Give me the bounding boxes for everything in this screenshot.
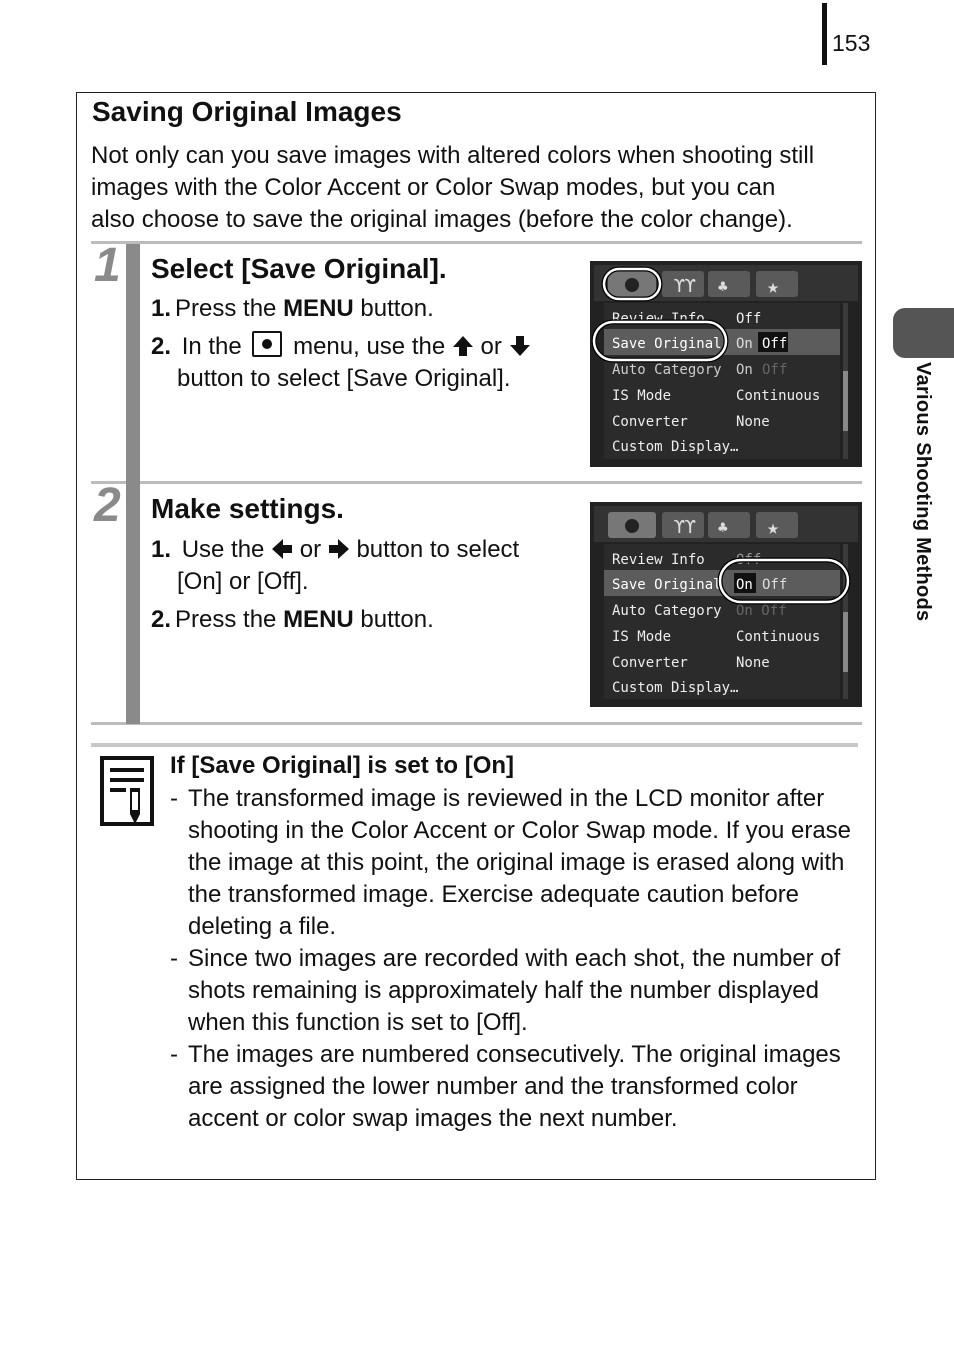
note-item: - The images are numbered consecutively. The original images are assigned the lower number and the transformed color accent or color swap images the next number. xyxy=(170,1039,860,1135)
step-instruction xyxy=(151,604,576,636)
menu-row-label: Review Info xyxy=(612,552,705,568)
menu-key-label: MENU xyxy=(283,606,354,633)
intro-line: also choose to save the original images (before the color change). xyxy=(91,206,793,233)
intro-line: images with the Color Accent or Color Swap modes, but you can xyxy=(91,174,776,201)
menu-row-label: Custom Display… xyxy=(612,680,739,696)
svg-text:ϒϒ: ϒϒ xyxy=(674,276,696,297)
menu-row-value: Off xyxy=(762,577,788,593)
arrow-left-icon xyxy=(271,538,293,560)
svg-text:♣: ♣ xyxy=(718,277,728,296)
my-camera-tab-icon xyxy=(708,512,750,538)
menu-row-label: Auto Category xyxy=(612,603,722,619)
instruction-text: Use the xyxy=(181,536,265,563)
menu-row-value: None xyxy=(736,655,770,671)
instruction-text: In the xyxy=(181,333,242,360)
divider xyxy=(91,241,862,244)
menu-row-label: Auto Category xyxy=(612,362,722,378)
camera-menu-screen xyxy=(590,502,862,707)
step-number: 2 xyxy=(94,479,121,532)
instruction-text: button. xyxy=(353,606,434,633)
instruction-text: button to select [Save Original]. xyxy=(177,365,511,392)
menu-tabs xyxy=(608,271,798,298)
step-number: 1 xyxy=(94,239,121,292)
page-number-rule xyxy=(822,3,827,65)
menu-row-label: Save Original xyxy=(612,577,722,593)
instruction-text: button to select xyxy=(356,536,520,563)
camera-menu-screen xyxy=(590,261,862,467)
step-instruction xyxy=(151,293,576,325)
step-instruction xyxy=(151,534,576,598)
menu-row-value: Off xyxy=(762,336,788,352)
menu-row-label: Converter xyxy=(612,655,688,671)
svg-text:★: ★ xyxy=(767,515,780,539)
instruction-text: Press the xyxy=(175,295,284,322)
section-tab xyxy=(893,308,954,358)
svg-text:ϒϒ: ϒϒ xyxy=(674,517,696,538)
step-title: Select [Save Original]. xyxy=(151,253,447,284)
my-camera-tab-icon xyxy=(708,271,750,297)
menu-row-value: Off xyxy=(736,552,762,568)
divider xyxy=(91,722,862,725)
menu-row-label: Save Original xyxy=(612,336,722,352)
instruction-text: menu, use the xyxy=(293,333,446,360)
menu-row-label: Review Info xyxy=(612,311,705,327)
menu-row-value: On Off xyxy=(736,603,787,619)
menu-row-value: On xyxy=(736,362,753,378)
menu-row-label: Custom Display… xyxy=(612,439,739,455)
menu-key-label: MENU xyxy=(283,295,354,322)
instruction-number: 2. xyxy=(151,333,172,360)
menu-row-value: None xyxy=(736,414,770,430)
menu-row-value: Off xyxy=(736,311,762,327)
arrow-right-icon xyxy=(328,538,350,560)
instruction-number: 2. xyxy=(151,606,172,633)
menu-tabs xyxy=(608,512,798,539)
intro-paragraph xyxy=(91,140,871,236)
arrow-up-icon xyxy=(452,335,474,357)
svg-text:★: ★ xyxy=(767,274,780,298)
note-divider xyxy=(91,743,858,747)
step-title: Make settings. xyxy=(151,493,344,524)
instruction-text: button. xyxy=(353,295,434,322)
shooting-menu-icon xyxy=(252,331,282,357)
note-item: - Since two images are recorded with each shot, the number of shots remaining is approximately half the number displayed when this function is set to [Off]. xyxy=(170,943,860,1039)
page-number: 153 xyxy=(832,30,871,56)
instruction-text: or xyxy=(480,333,502,360)
menu-row-label: IS Mode xyxy=(612,388,672,404)
svg-text:♣: ♣ xyxy=(718,518,728,537)
instruction-text: or xyxy=(299,536,322,563)
menu-row-value: On xyxy=(736,336,753,352)
menu-row-value: Off xyxy=(762,362,788,378)
menu-row-value: Continuous xyxy=(736,629,821,645)
side-tab-label: Various Shooting Methods xyxy=(912,362,934,622)
menu-row-label: IS Mode xyxy=(612,629,672,645)
steps-side-bar xyxy=(126,244,140,724)
section-title: Saving Original Images xyxy=(92,96,402,127)
arrow-down-icon xyxy=(509,335,531,357)
step-instruction xyxy=(151,331,576,395)
instruction-text: [On] or [Off]. xyxy=(177,568,309,595)
intro-line: Not only can you save images with altered colors when shooting still xyxy=(91,142,815,169)
instruction-number: 1. xyxy=(151,536,172,563)
menu-row-label: Converter xyxy=(612,414,688,430)
instruction-number: 1. xyxy=(151,295,172,322)
menu-row-value: Continuous xyxy=(736,388,821,404)
memo-note-icon xyxy=(100,756,156,830)
instruction-text: Press the xyxy=(175,606,284,633)
note-list xyxy=(170,783,860,1135)
divider xyxy=(91,481,862,484)
menu-row-value: On xyxy=(736,577,753,593)
note-item: - The transformed image is reviewed in the LCD monitor after shooting in the Color Accent or Color Swap mode. If you erase the image at this point, the original image is erased along with the transformed image. Exercise adequate caution before deleting a file. xyxy=(170,783,860,943)
note-title: If [Save Original] is set to [On] xyxy=(170,752,515,779)
